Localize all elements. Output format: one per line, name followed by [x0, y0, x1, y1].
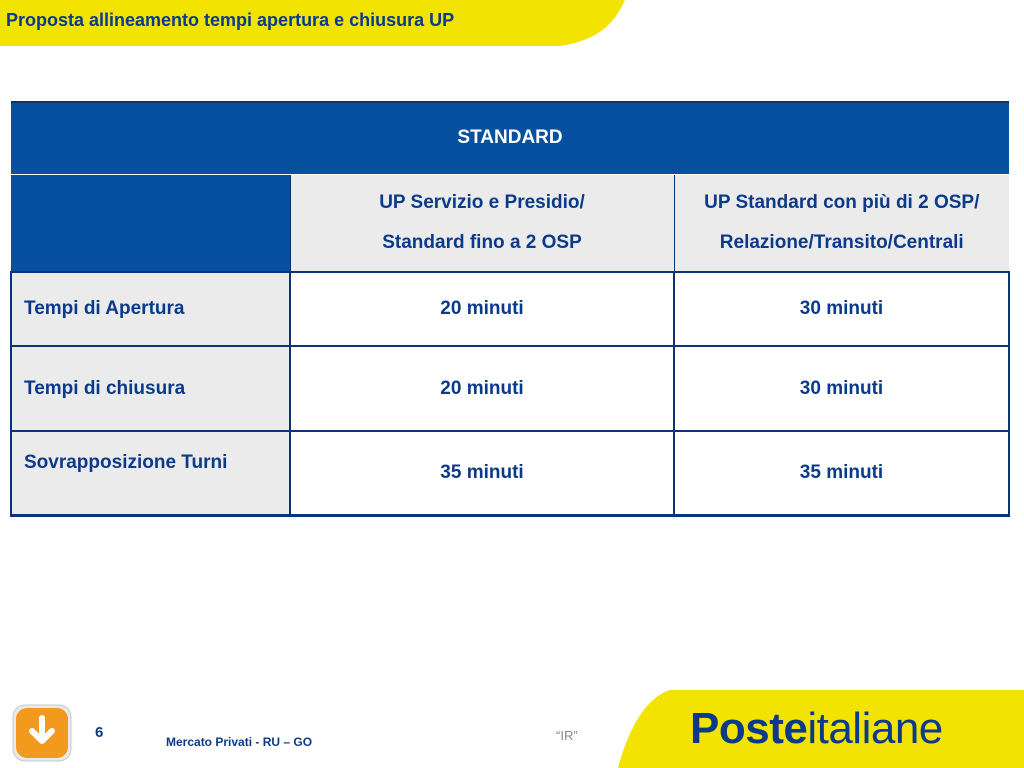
page-title: Proposta allineamento tempi apertura e chiusura UP [6, 10, 455, 30]
page-number: 6 [95, 724, 104, 741]
column-header-1 [290, 175, 674, 273]
column-header-1-line2: Standard fino a 2 OSP [382, 232, 582, 253]
corner-cell [11, 175, 290, 273]
table-header-row [11, 101, 1009, 175]
posteitaliane-logo [690, 704, 943, 754]
table-row [11, 346, 1009, 431]
footer-text: Mercato Privati - RU – GO [166, 735, 313, 749]
table-header-title: STANDARD [11, 101, 1009, 175]
download-arrow-icon[interactable] [12, 704, 72, 762]
logo-bold: Poste [690, 704, 808, 753]
row-label: Tempi di chiusura [11, 346, 290, 431]
row-label: Sovrapposizione Turni [11, 431, 290, 516]
column-header-2 [674, 175, 1009, 273]
logo-regular: italiane [807, 704, 943, 753]
column-header-1-line1: UP Servizio e Presidio/ [379, 192, 585, 213]
column-header-2-line1: UP Standard con più di 2 OSP/ [704, 192, 980, 213]
column-header-2-line2: Relazione/Transito/Centrali [719, 232, 964, 253]
classification-mark: “IR” [556, 728, 578, 743]
row-value: 30 minuti [674, 346, 1009, 431]
row-value: 30 minuti [674, 272, 1009, 346]
table-row [11, 431, 1009, 516]
row-value: 35 minuti [290, 431, 674, 516]
row-value: 35 minuti [674, 431, 1009, 516]
row-label: Tempi di Apertura [11, 272, 290, 346]
row-value: 20 minuti [290, 346, 674, 431]
row-value: 20 minuti [290, 272, 674, 346]
standard-table [10, 101, 1008, 495]
table-row [11, 272, 1009, 346]
column-header-row [11, 175, 1009, 273]
